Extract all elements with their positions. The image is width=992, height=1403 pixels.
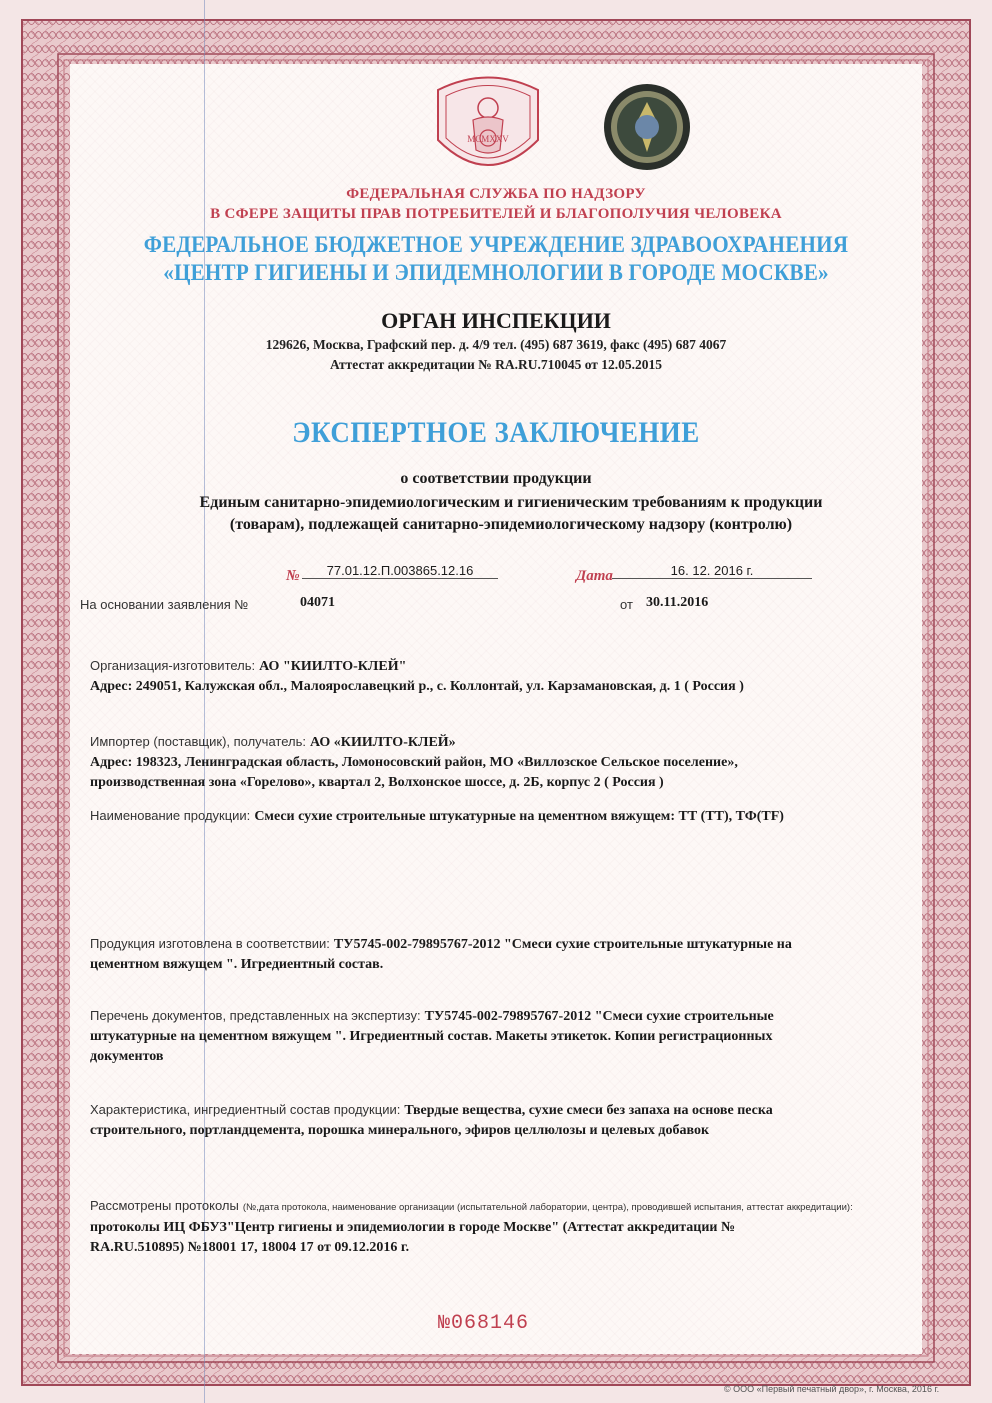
institution-line-2: «ЦЕНТР ГИГИЕНЫ И ЭПИДЕМНОЛОГИИ В ГОРОДЕ МОСКВЕ»	[163, 260, 829, 285]
protocols-line-2: RA.RU.510895) №18001 17, 18004 17 от 09.12.2016 г.	[90, 1240, 410, 1255]
documents-line-1: ТУ5745-002-79895767-2012 "Смеси сухие строительные	[424, 1009, 774, 1024]
product-section	[90, 806, 940, 826]
importer-label: Импортер (поставщик), получатель:	[90, 734, 306, 749]
date-label: Дата	[576, 568, 613, 584]
document-number: 77.01.12.П.003865.12.16	[302, 563, 498, 579]
manufacturer-address: Адрес: 249051, Калужская обл., Малоярославецкий р., с. Коллонтай, ул. Карзамановская, д. 1 ( Россия )	[90, 679, 744, 694]
importer-address-line-2: производственная зона «Горелово», квартал 2, Волхонское шоссе, д. 2Б, корпус 2 ( Россия )	[90, 775, 664, 790]
application-from-label: от	[620, 597, 633, 612]
agency-line-1: ФЕДЕРАЛЬНАЯ СЛУЖБА ПО НАДЗОРУ	[346, 186, 646, 202]
sanitary-service-emblem-icon	[418, 70, 558, 190]
protocols-note: (№,дата протокола, наименование организации (испытательной лаборатории, центра), проводившей испытания, аттестат аккредитации):	[242, 1202, 853, 1213]
organ-address: 129626, Москва, Графский пер. д. 4/9 тел. (495) 687 3619, факс (495) 687 4067	[265, 337, 727, 352]
documents-label: Перечень документов, представленных на экспертизу:	[90, 1008, 421, 1023]
application-date: 30.11.2016	[646, 595, 709, 610]
protocols-section	[90, 1196, 940, 1257]
manufacturer-section	[90, 656, 940, 696]
produced-per-line-1: ТУ5745-002-79895767-2012 "Смеси сухие строительные штукатурные на	[333, 937, 792, 952]
characteristics-section	[90, 1100, 940, 1140]
documents-line-3: документов	[90, 1049, 164, 1064]
document-title: ЭКСПЕРТНОЕ ЗАКЛЮЧЕНИЕ	[292, 416, 700, 449]
protocols-label: Рассмотрены протоколы	[90, 1198, 239, 1213]
importer-name: АО «КИИЛТО-КЛЕЙ»	[309, 735, 456, 750]
document-subtitle-2: Единым санитарно-эпидемиологическим и гигиеническим требованиям к продукции	[199, 494, 823, 511]
produced-per-line-2: цементном вяжущем ". Игредиентный состав.	[90, 957, 384, 972]
characteristics-label: Характеристика, ингредиентный состав продукции:	[90, 1102, 401, 1117]
importer-section	[90, 732, 940, 792]
institution-line-1: ФЕДЕРАЛЬНОЕ БЮДЖЕТНОЕ УЧРЕЖДЕНИЕ ЗДРАВООХРАНЕНИЯ	[143, 232, 849, 257]
agency-line-2: В СФЕРЕ ЗАЩИТЫ ПРАВ ПОТРЕБИТЕЛЕЙ И БЛАГОПОЛУЧИЯ ЧЕЛОВЕКА	[210, 206, 782, 222]
product-label: Наименование продукции:	[90, 808, 251, 823]
document-date: 16. 12. 2016 г.	[612, 563, 812, 579]
organ-title: ОРГАН ИНСПЕКЦИИ	[381, 308, 611, 333]
application-number: 04071	[300, 595, 335, 610]
documents-line-2: штукатурные на цементном вяжущем ". Игредиентный состав. Макеты этикеток. Копии регистрационных	[90, 1029, 773, 1044]
printer-footer: © ООО «Первый печатный двор», г. Москва, 2016 г.	[724, 1384, 940, 1394]
importer-address-line-1: Адрес: 198323, Ленинградская область, Ломоносовский район, МО «Виллозское Сельское поселение»,	[90, 755, 738, 770]
documents-section	[90, 1006, 940, 1066]
product-name: Смеси сухие строительные штукатурные на цементном вяжущем: ТТ (ТТ), ТФ(TF)	[254, 809, 784, 824]
number-label: №	[286, 568, 300, 584]
serial-number: №068146	[438, 1312, 530, 1335]
characteristics-line-2: строительного, портландцемента, порошка минерального, эфиров целлюлозы и целевых добавок	[90, 1123, 710, 1138]
document-subtitle-3: (товарам), подлежащей санитарно-эпидемиологическому надзору (контролю)	[229, 516, 793, 533]
produced-per-section	[90, 934, 940, 974]
emblem-text: MCMXXV	[467, 134, 509, 144]
application-label: На основании заявления №	[80, 597, 249, 612]
characteristics-line-1: Твердые вещества, сухие смеси без запаха на основе песка	[404, 1103, 773, 1118]
manufacturer-name: АО "КИИЛТО-КЛЕЙ"	[259, 659, 407, 674]
organ-accreditation: Аттестат аккредитации № RA.RU.710045 от 12.05.2015	[329, 357, 663, 372]
protocols-line-1: протоколы ИЦ ФБУЗ"Центр гигиены и эпидемиологии в городе Москве" (Аттестат аккредитации №	[90, 1220, 736, 1235]
produced-per-label: Продукция изготовлена в соответствии:	[90, 936, 330, 951]
document-subtitle-1: о соответствии продукции	[400, 470, 592, 487]
manufacturer-label: Организация-изготовитель:	[90, 658, 256, 673]
hologram-seal-icon	[602, 82, 692, 172]
